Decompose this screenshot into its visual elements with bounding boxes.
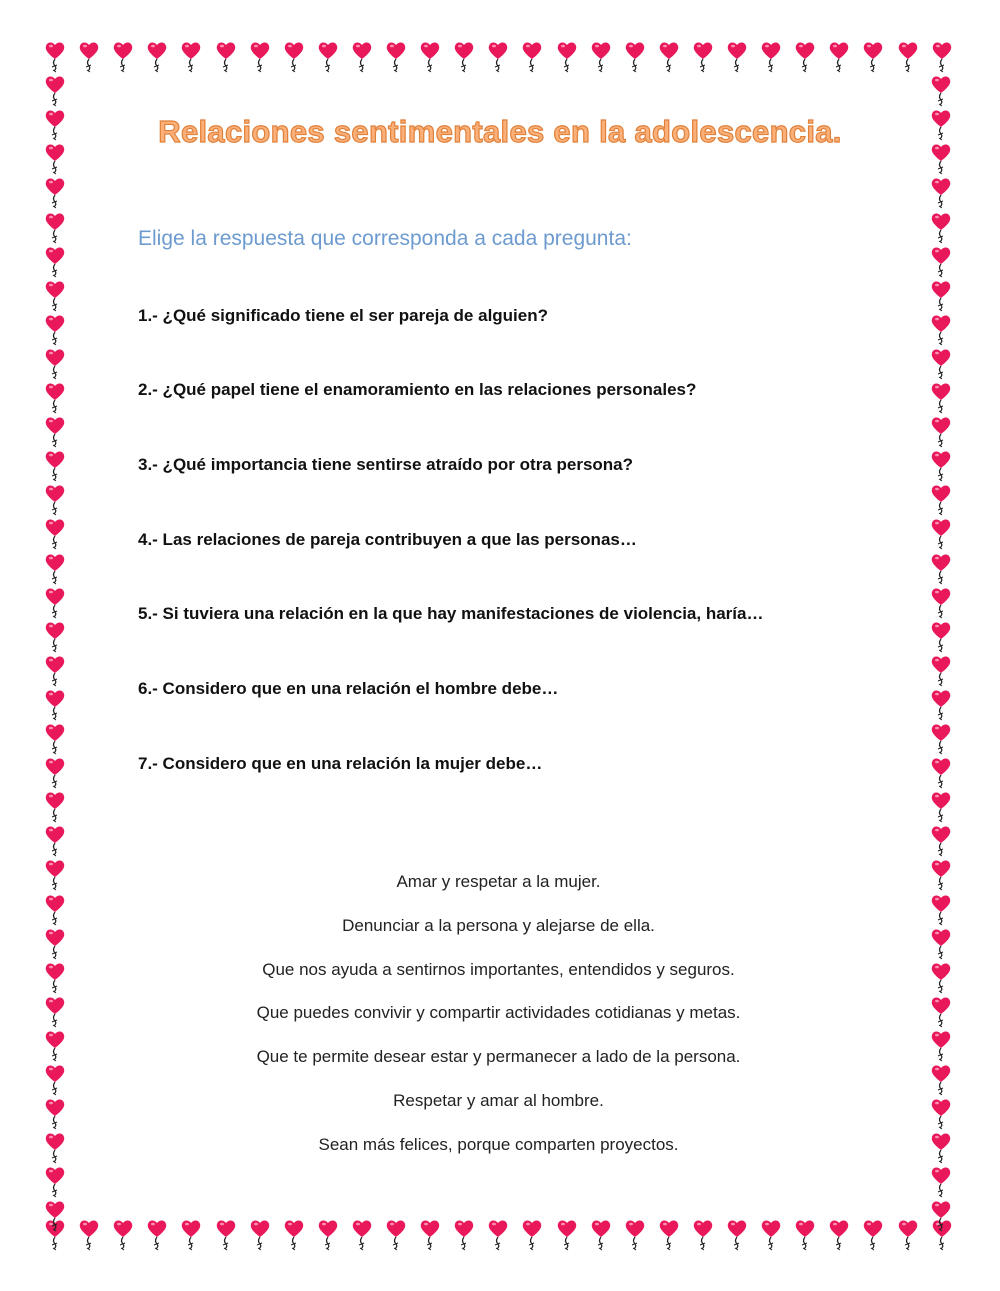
heart-balloon-icon (658, 40, 680, 74)
heart-balloon-icon (44, 620, 66, 654)
heart-balloon-icon (317, 1218, 339, 1252)
heart-balloon-icon (930, 211, 952, 245)
heart-balloon-icon (44, 654, 66, 688)
heart-balloon-icon (760, 40, 782, 74)
heart-balloon-icon (930, 620, 952, 654)
answer-option[interactable]: Respetar y amar al hombre. (393, 1091, 604, 1110)
heart-balloon-icon (215, 40, 237, 74)
heart-balloon-icon (44, 245, 66, 279)
heart-balloon-icon (726, 1218, 748, 1252)
heart-balloon-icon (521, 40, 543, 74)
heart-balloon-icon (930, 483, 952, 517)
heart-balloon-icon (146, 40, 168, 74)
heart-balloon-icon (44, 756, 66, 790)
heart-balloon-icon (521, 1218, 543, 1252)
heart-balloon-icon (44, 517, 66, 551)
heart-balloon-icon (828, 1218, 850, 1252)
heart-balloon-icon (590, 1218, 612, 1252)
answer-option[interactable]: Amar y respetar a la mujer. (396, 872, 601, 891)
heart-balloon-icon (487, 1218, 509, 1252)
heart-balloon-icon (180, 1218, 202, 1252)
question-5: 5.- Si tuviera una relación en la que hay manifestaciones de violencia, haría… (138, 604, 764, 623)
heart-balloon-icon (931, 40, 953, 74)
heart-balloon-icon (44, 824, 66, 858)
heart-balloon-icon (794, 40, 816, 74)
heart-balloon-icon (930, 347, 952, 381)
heart-balloon-icon (146, 1218, 168, 1252)
heart-balloon-icon (897, 1218, 919, 1252)
question-1: 1.- ¿Qué significado tiene el ser pareja de alguien? (138, 306, 549, 325)
page-title: Relaciones sentimentales en la adolescencia. (158, 114, 842, 149)
heart-balloon-icon (351, 40, 373, 74)
heart-balloon-icon (419, 1218, 441, 1252)
heart-balloon-icon (453, 40, 475, 74)
answer-option[interactable]: Denunciar a la persona y alejarse de ella. (342, 916, 655, 935)
heart-balloon-icon (385, 40, 407, 74)
heart-balloon-icon (249, 1218, 271, 1252)
heart-balloon-icon (180, 40, 202, 74)
heart-balloon-icon (44, 552, 66, 586)
heart-balloon-icon (930, 1165, 952, 1199)
heart-balloon-icon (385, 1218, 407, 1252)
heart-balloon-icon (930, 176, 952, 210)
answer-option[interactable]: Sean más felices, porque comparten proyectos. (318, 1135, 679, 1154)
heart-balloon-icon (317, 40, 339, 74)
question-7: 7.- Considero que en una relación la mujer debe… (138, 754, 543, 773)
heart-balloon-icon (658, 1218, 680, 1252)
heart-balloon-icon (930, 552, 952, 586)
question-6: 6.- Considero que en una relación el hombre debe… (138, 679, 559, 698)
heart-balloon-icon (78, 40, 100, 74)
instructions: Elige la respuesta que corresponda a cada pregunta: (138, 227, 632, 250)
heart-balloon-icon (930, 415, 952, 449)
heart-balloon-icon (44, 586, 66, 620)
heart-balloon-icon (590, 40, 612, 74)
heart-balloon-icon (828, 40, 850, 74)
heart-balloon-icon (419, 40, 441, 74)
heart-balloon-icon (624, 40, 646, 74)
question-3: 3.- ¿Qué importancia tiene sentirse atraído por otra persona? (138, 455, 634, 474)
heart-balloon-icon (249, 40, 271, 74)
heart-balloon-icon (44, 74, 66, 108)
heart-balloon-icon (351, 1218, 373, 1252)
heart-balloon-icon (930, 245, 952, 279)
heart-balloon-icon (726, 40, 748, 74)
heart-balloon-icon (930, 790, 952, 824)
heart-balloon-icon (215, 1218, 237, 1252)
heart-balloon-icon (44, 483, 66, 517)
heart-balloon-icon (44, 347, 66, 381)
heart-balloon-icon (44, 688, 66, 722)
heart-balloon-icon (44, 722, 66, 756)
answer-option[interactable]: Que te permite desear estar y permanecer a lado de la persona. (256, 1047, 741, 1066)
heart-balloon-icon (930, 756, 952, 790)
heart-balloon-icon (624, 1218, 646, 1252)
heart-balloon-icon (283, 40, 305, 74)
heart-balloon-icon (112, 40, 134, 74)
heart-balloon-icon (44, 313, 66, 347)
heart-balloon-icon (930, 313, 952, 347)
heart-balloon-icon (44, 176, 66, 210)
heart-balloon-icon (930, 722, 952, 756)
heart-balloon-icon (930, 586, 952, 620)
answer-option[interactable]: Que nos ayuda a sentirnos importantes, entendidos y seguros. (262, 960, 735, 979)
heart-balloon-icon (862, 1218, 884, 1252)
heart-balloon-icon (930, 74, 952, 108)
heart-balloon-icon (556, 40, 578, 74)
heart-balloon-icon (44, 1199, 66, 1233)
heart-balloon-icon (44, 279, 66, 313)
heart-balloon-icon (930, 279, 952, 313)
heart-balloon-icon (283, 1218, 305, 1252)
heart-balloon-icon (930, 1199, 952, 1233)
heart-balloon-icon (44, 1165, 66, 1199)
heart-balloon-icon (112, 1218, 134, 1252)
heart-balloon-icon (487, 40, 509, 74)
question-4: 4.- Las relaciones de pareja contribuyen a que las personas… (138, 530, 637, 549)
heart-balloon-icon (44, 211, 66, 245)
heart-balloon-icon (44, 790, 66, 824)
heart-balloon-icon (453, 1218, 475, 1252)
heart-balloon-icon (692, 40, 714, 74)
heart-balloon-icon (78, 1218, 100, 1252)
heart-balloon-icon (794, 1218, 816, 1252)
answer-option[interactable]: Que puedes convivir y compartir actividades cotidianas y metas. (256, 1003, 741, 1022)
heart-balloon-icon (44, 381, 66, 415)
heart-balloon-icon (930, 654, 952, 688)
heart-balloon-icon (556, 1218, 578, 1252)
heart-balloon-icon (760, 1218, 782, 1252)
question-2: 2.- ¿Qué papel tiene el enamoramiento en las relaciones personales? (138, 380, 697, 399)
heart-balloon-icon (930, 449, 952, 483)
heart-balloon-icon (692, 1218, 714, 1252)
heart-balloon-icon (930, 381, 952, 415)
heart-balloon-icon (862, 40, 884, 74)
heart-balloon-icon (44, 40, 66, 74)
heart-balloon-icon (897, 40, 919, 74)
heart-balloon-icon (930, 688, 952, 722)
heart-balloon-icon (44, 415, 66, 449)
heart-balloon-icon (930, 824, 952, 858)
heart-balloon-icon (44, 449, 66, 483)
heart-balloon-icon (930, 517, 952, 551)
